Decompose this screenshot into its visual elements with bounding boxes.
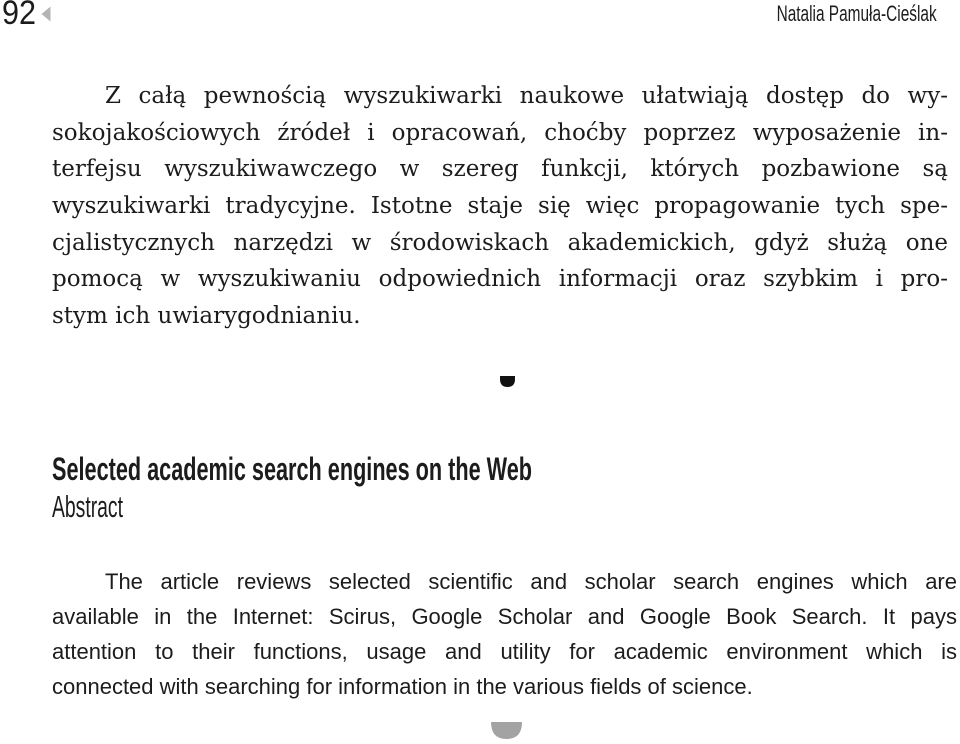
paragraph-line: wyszukiwarki tradycyjne. Istotne staje się więc propagowanie tych spe-	[52, 193, 948, 220]
paragraph-line: cjalistycznych narzędzi w środowiskach akademickich, gdyż służą one	[52, 229, 948, 256]
paragraph-line: Z całą pewnością wyszukiwarki naukowe ułatwiają dostęp do wy-	[105, 83, 948, 109]
page-number: 92	[2, 0, 37, 32]
paragraph-line: pomocą w wyszukiwaniu odpowiednich informacji oraz szybkim i pro-	[52, 266, 948, 293]
abstract-line: connected with searching for information in the various fields of science.	[52, 674, 753, 699]
abstract-line: available in the Internet: Scirus, Google Scholar and Google Book Search. It pays	[52, 604, 957, 629]
left-triangle-icon	[41, 6, 51, 22]
body-paragraph	[52, 78, 948, 335]
section-break-icon	[500, 376, 515, 387]
abstract-line: attention to their functions, usage and utility for academic environment which is	[52, 639, 957, 664]
paragraph-line: terfejsu wyszukiwawczego w szereg funkcji, których pozbawione są	[52, 156, 948, 183]
running-head-author: Natalia Pamuła-Cieślak	[776, 1, 937, 26]
semicircle-icon	[491, 722, 522, 739]
abstract-label: Abstract	[52, 489, 123, 524]
abstract-paragraph	[52, 564, 957, 704]
abstract-title: Selected academic search engines on the Web	[52, 451, 533, 487]
paragraph-line: sokojakościowych źródeł i opracowań, choćby poprzez wyposażenie in-	[52, 119, 948, 146]
abstract-line: The article reviews selected scientific and scholar search engines which are	[105, 569, 957, 594]
paragraph-line: stym ich uwiarygodnianiu.	[52, 303, 361, 330]
